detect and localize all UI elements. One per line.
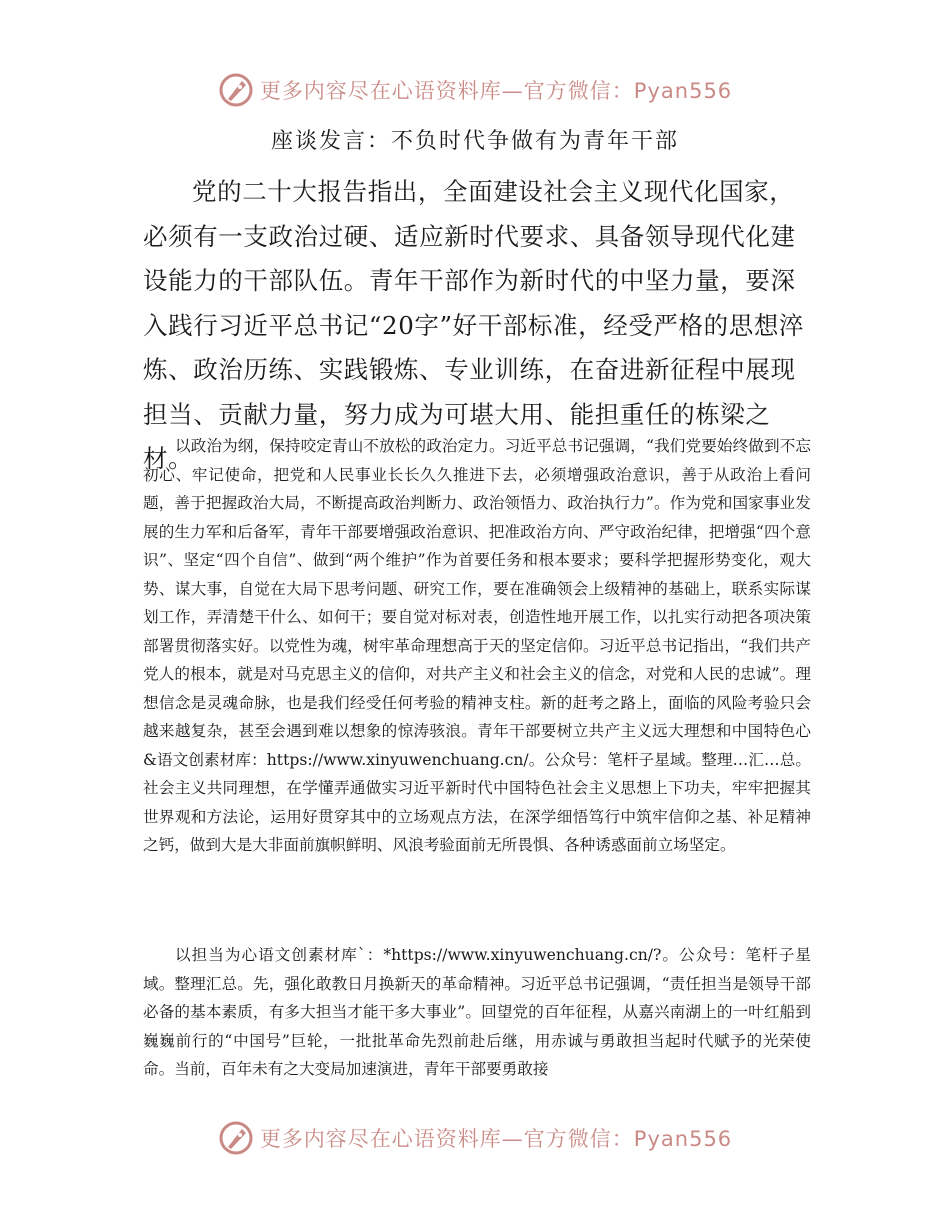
header-watermark-banner: [0, 70, 950, 110]
body-paragraph: 以担当为心语文创素材库`：*https://www.xinyuwenchuang.cn/?。公众号：笔杆子星域。整理汇总。先，强化敢教日月换新天的革命精神。习近平总书记强调，“责任担当是领导干部必备的基本素质，有多大担当才能干多大事业”。回望党的百年征程，从嘉兴南湖上的一叶红船到巍巍前行的“中国号”巨轮，一批批革命先烈前赴后继，用赤诚与勇敢担当起时代赋予的光荣使命。当前，百年未有之大变局加速演进，青年干部要勇敢接: [143, 946, 811, 1078]
footer-banner-text: 更多内容尽在心语资料库—官方微信：Pyan556: [259, 1127, 733, 1151]
header-banner-text: 更多内容尽在心语资料库—官方微信：Pyan556: [259, 79, 733, 103]
lead-paragraph: 党的二十大报告指出，全面建设社会主义现代化国家，必须有一支政治过硬、适应新时代要求、具备领导现代化建设能力的干部队伍。青年干部作为新时代的中坚力量，要深入践行习近平总书记“20字”好干部标准，经受严格的思想淬炼、政治历练、实践锻炼、专业训练，在奋进新征程中展现担当、贡献力量，努力成为可堪大用、能担重任的栋梁之材。: [143, 177, 805, 473]
footer-watermark-banner: [0, 1118, 950, 1158]
body-paragraph: 以政治为纲，保持咬定青山不放松的政治定力。习近平总书记强调，“我们党要始终做到不忘初心、牢记使命，把党和人民事业长长久久推进下去，必须增强政治意识，善于从政治上看问题，善于把握政治大局，不断提高政治判断力、政治领悟力、政治执行力”。作为党和国家事业发展的生力军和后备军，青年干部要增强政治意识、把准政治方向、严守政治纪律，把增强“四个意识”、坚定“四个自信”、做到“两个维护”作为首要任务和根本要求；要科学把握形势变化，观大势、谋大事，自觉在大局下思考问题、研究工作，要在准确领会上级精神的基础上，联系实际谋划工作，弄清楚干什么、如何干；要自觉对标对表，创造性地开展工作，以扎实行动把各项决策部署贯彻落实好。以党性为魂，树牢革命理想高于天的坚定信仰。习近平总书记指出，“我们共产党人的根本，就是对马克思主义的信仰，对共产主义和社会主义的信念，对党和人民的忠诚”。理想信念是灵魂命脉，也是我们经受任何考验的精神支柱。新的赶考之路上，面临的风险考验只会越来越复杂，甚至会遇到难以想象的惊涛骇浪。青年干部要树立共产主义远大理想和中国特色心&语文创素材库：https://www.xinyuwenchuang.cn/。公众号：笔杆子星域。整理…汇…总。社会主义共同理想，在学懂弄通做实习近平新时代中国特色社会主义思想上下功夫，牢牢把握其世界观和方法论，运用好贯穿其中的立场观点方法，在深学细悟笃行中筑牢信仰之基、补足精神之钙，做到大是大非面前旗帜鲜明、风浪考验面前无所畏惧、各种诱惑面前立场坚定。: [143, 437, 811, 854]
pen-nib-icon: [218, 72, 254, 108]
pen-nib-icon: [218, 1120, 254, 1156]
document-title: 座谈发言：不负时代争做有为青年干部: [270, 129, 679, 154]
